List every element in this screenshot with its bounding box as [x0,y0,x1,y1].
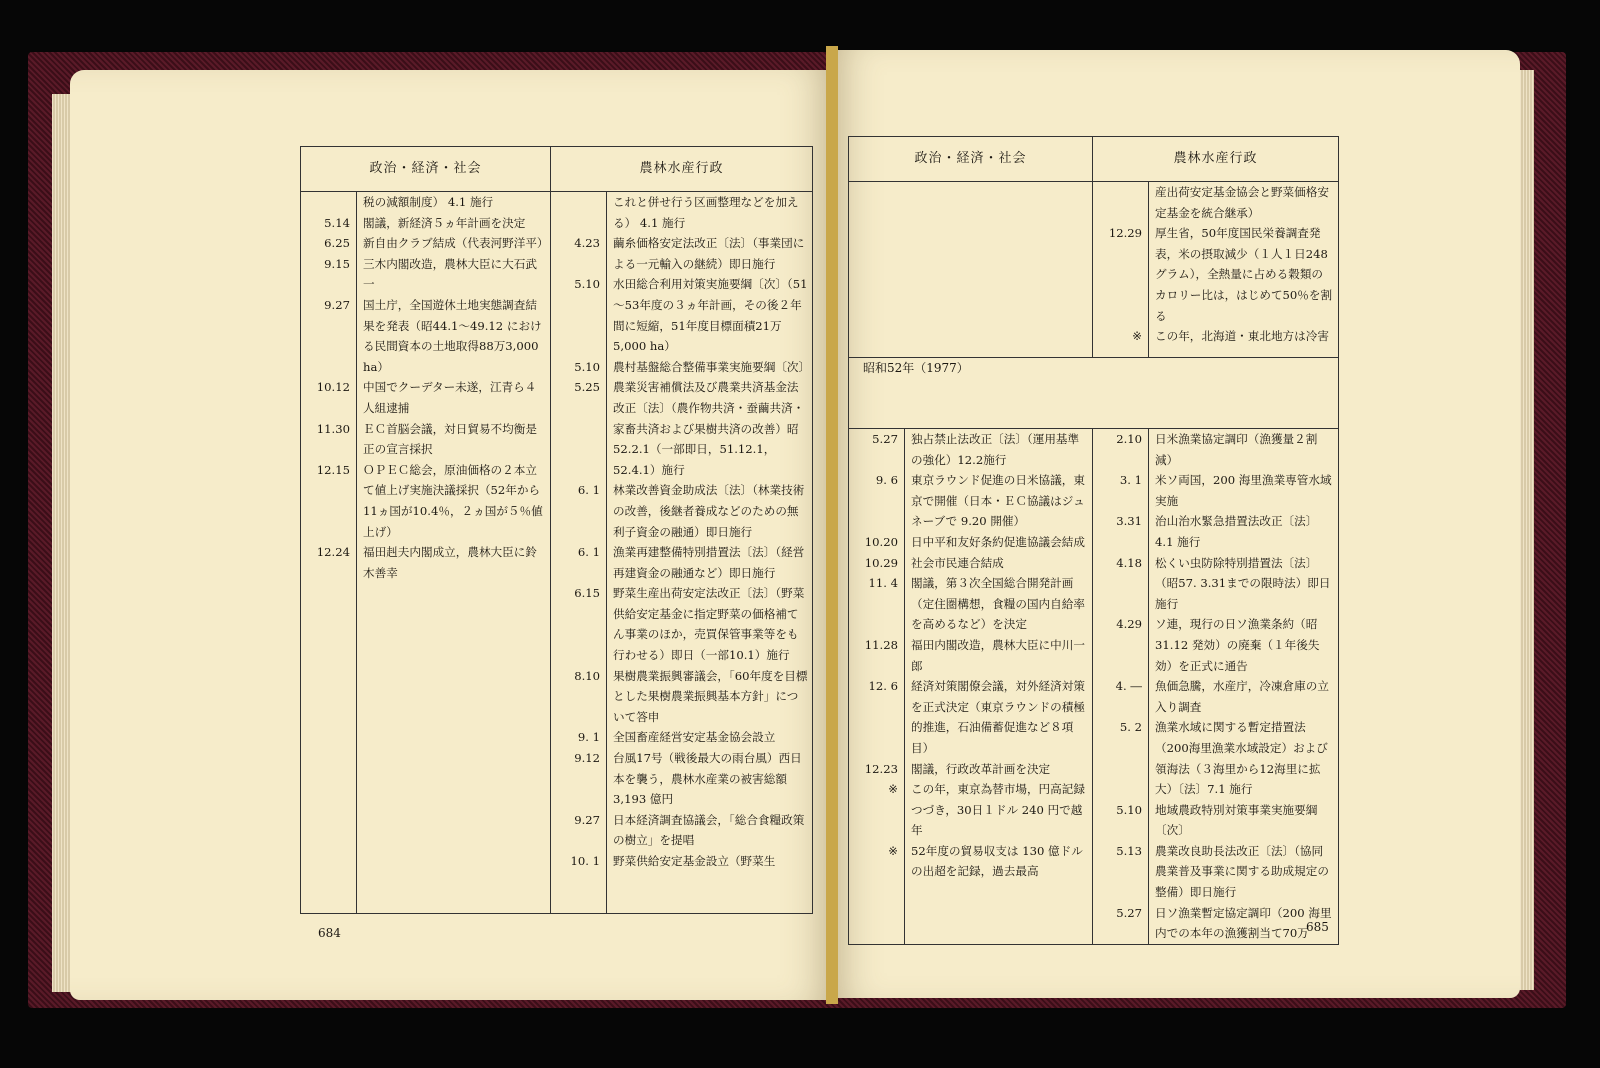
right-admin-entry-text: 日ソ漁業暫定協定調印（200 海里内での本年の漁獲割当て70万 [1155,905,1332,941]
right-politics-entry-text: 独占禁止法改正〔法〕（運用基準の強化）12.2施行 [911,432,1080,467]
right-admin-entry-date: 2.10 [1116,432,1143,446]
left-chronology-table [300,146,813,914]
left-admin-entry-text: 漁業再建整備特別措置法〔法〕（経営再建資金の融通など）即日施行 [613,545,805,580]
admin-column-header-right: 農林水産行政 [1093,137,1339,182]
left-admin-entry-text: 全国畜産経営安定基金協会設立 [613,730,776,745]
left-politics-entry-date: 12.24 [316,545,350,560]
left-admin-entry-text: 野菜供給安定基金設立（野菜生 [613,854,776,868]
right-chronology-table [848,136,1339,945]
left-politics-entry-text: 福田赳夫内閣成立，農林大臣に鈴木善幸 [363,545,537,580]
right-top-politics-empty [849,182,1093,358]
left-politics-entry-date: 12.15 [316,462,350,477]
right-politics-entry-text: 社会市民連合結成 [911,555,1004,570]
right-admin-entry-date: 5. 2 [1119,720,1143,735]
right-admin-entry-date: 3.31 [1116,514,1143,529]
left-admin-entry-text: 水田総合利用対策実施要綱〔次〕（51～53年度の３ヵ年計画，その後２年間に短縮，51年度目標面積21万5,000 ha） [613,277,808,354]
left-admin-entry-text: 果樹農業振興審議会，「60年度を目標とした果樹農業振興基本方針」について答申 [613,668,808,724]
left-politics-entry-date: 9.15 [324,256,350,271]
right-admin-entry-date: 5.10 [1116,802,1143,817]
right-admin-entry-text: 魚価急騰，水産庁，冷凍倉庫の立入り調査 [1155,679,1329,714]
left-admin-entry-date: 4.23 [574,236,601,251]
left-politics-entry-text: 閣議，新経済５ヵ年計画を決定 [363,215,526,230]
left-admin-entry-text: 繭糸価格安定法改正〔法〕（事業団による一元輸入の継続）即日施行 [613,236,805,271]
left-politics-entry-date: 10.12 [316,380,350,395]
left-admin-entry-date: 8.10 [574,668,601,683]
right-admin-entries [1149,429,1339,945]
right-top-admin-entry-text: この年，北海道・東北地方は冷害 [1155,329,1329,344]
book-gutter [826,46,838,1004]
left-admin-entry-date: 6. 1 [577,545,601,560]
admin-column-header: 農林水産行政 [551,147,813,192]
right-politics-entries [905,429,1093,945]
right-politics-entry-text: 日中平和友好条約促進協議会結成 [911,534,1085,549]
right-top-admin-dates [1093,182,1149,358]
left-admin-entry-text: 日本経済調査協議会，「総合食糧政策の樹立」を提唱 [613,812,805,848]
right-top-admin-entry-date [1093,182,1142,223]
right-admin-entry-date: 4. ― [1115,679,1143,694]
right-politics-entry-text: 52年度の貿易収支は 130 億ドルの出超を記録，過去最高 [911,843,1083,879]
left-admin-dates [551,192,607,914]
right-admin-entry-date: 3. 1 [1119,473,1143,488]
right-politics-entry-text: 閣議，行政改革計画を決定 [911,761,1051,776]
left-politics-entry-text: 国土庁，全国遊休土地実態調査結果を発表（昭44.1～49.12 における民間資本の土地取得88万3,000 ha） [363,297,542,374]
right-politics-entry-date: ※ [888,843,898,858]
left-politics-entry-date [301,192,350,213]
politics-column-header: 政治・経済・社会 [301,147,551,192]
right-top-admin-entry-date: ※ [1132,329,1143,344]
right-politics-entry-text: 閣議，第３次全国総合開発計画（定住圏構想，食糧の国内自給率を高めるなど）を決定 [911,576,1085,632]
right-admin-dates [1093,429,1149,945]
page-number-left: 684 [318,926,341,940]
left-admin-entries [607,192,813,914]
right-politics-entry-date: 9. 6 [875,473,898,488]
right-admin-entry-date: 4.29 [1116,617,1143,632]
left-admin-entry-date: 5.10 [574,359,601,374]
year-label: 昭和52年（1977） [849,358,1339,429]
left-admin-entry-text: これと併せ行う区画整理などを加える） 4.1 施行 [613,195,799,230]
left-politics-dates [301,192,357,914]
left-politics-entry-date: 11.30 [316,421,350,436]
left-politics-entry-text: 新自由クラブ結成（代表河野洋平） [363,236,549,251]
left-admin-entry-text: 林業改善資金助成法〔法〕（林業技術の改善，後継者養成などのための無利子資金の融通）即日施行 [613,483,805,539]
left-politics-entry-text: ＯＰＥＣ総会，原油価格の２本立て値上げ実施決議採択（52年から11ヵ国が10.4％，２ヵ国が５％値上げ） [363,462,543,539]
left-politics-entry-text: ＥＣ首脳会議，対日貿易不均衡是正の宣言採択 [363,421,537,457]
right-politics-entry-date: 12. 6 [868,679,898,694]
right-top-admin-entry-text: 産出荷安定基金協会と野菜価格安定基金を統合継承） [1155,185,1329,220]
right-admin-entry-text: 農業改良助長法改正〔法〕（協同農業普及事業に関する助成規定の整備）即日施行 [1155,843,1329,900]
left-politics-entry-text: 三木内閣改造，農林大臣に大石武一 [363,256,537,292]
right-politics-entry-date: 11. 4 [868,576,898,591]
right-admin-entry-text: 漁業水域に関する暫定措置法（200海里漁業水域設定）および領海法（３海里から12海里に拡大）〔法〕7.1 施行 [1155,720,1328,797]
right-admin-entry-date: 5.27 [1116,905,1143,920]
right-politics-entry-date: 10.20 [864,534,898,549]
left-politics-entry-date: 5.14 [324,215,350,230]
left-admin-entry-date: 5.25 [574,380,601,395]
right-admin-entry-date: 5.13 [1116,843,1143,858]
right-top-admin-entry-date: 12.29 [1108,226,1143,241]
right-top-admin-entries [1149,182,1339,358]
left-admin-entry-date: 6.15 [574,586,601,601]
left-admin-entry-date: 6. 1 [577,483,601,498]
right-politics-entry-text: 経済対策閣僚会議，対外経済対策を正式決定（東京ラウンドの積極的推進，石油備蓄促進など８項目） [911,679,1085,755]
politics-column-header-right: 政治・経済・社会 [849,137,1093,182]
right-politics-entry-text: 福田内閣改造，農林大臣に中川一郎 [911,637,1085,673]
left-admin-entry-text: 台風17号（戦後最大の雨台風）西日本を襲う，農林水産業の被害総額3,193 億円 [613,751,802,807]
left-admin-entry-date: 9.27 [574,812,601,827]
right-politics-entry-text: 東京ラウンド促進の日米協議，東京で開催（日本・ＥＣ協議はジュネーブで 9.20 開催） [911,473,1085,529]
right-politics-entry-date: 5.27 [872,432,898,446]
right-admin-entry-text: ソ連，現行の日ソ漁業条約（昭31.12 発効）の廃棄（１年後失効）を正式に通告 [1155,617,1320,673]
right-admin-entry-text: 日米漁業協定調印（漁獲量２割減） [1155,432,1318,467]
right-admin-entry-text: 松くい虫防除特別措置法〔法〕（昭57. 3.31までの限時法）即日施行 [1155,555,1331,611]
right-admin-entry-date: 4.18 [1116,555,1143,570]
left-politics-entry-text: 中国でクーデター未遂，江青ら４人組逮捕 [363,380,537,415]
right-admin-entry-text: 治山治水緊急措置法改正〔法〕 4.1 施行 [1155,514,1318,549]
right-admin-entry-text: 米ソ両国，200 海里漁業専管水域実施 [1155,473,1332,508]
left-admin-entry-text: 農村基盤総合整備事業実施要綱〔次〕 [613,359,811,374]
right-politics-entry-date: ※ [888,782,898,797]
left-admin-entry-text: 農業災害補償法及び農業共済基金法改正〔法〕（農作物共済・蚕繭共済・家畜共済および果樹共済の改善）昭52.2.1（一部即日，51.12.1，52.4.1）施行 [613,380,805,477]
left-politics-entry-date: 6.25 [324,236,350,251]
left-admin-entry-date: 9.12 [574,751,601,766]
right-admin-entry-text: 地域農政特別対策事業実施要綱〔次〕 [1155,802,1318,838]
left-politics-entry-date: 9.27 [324,297,350,312]
left-admin-entry-date: 9. 1 [577,730,601,745]
left-admin-entry-date: 10. 1 [570,854,601,868]
right-politics-dates [849,429,905,945]
right-politics-entry-date: 11.28 [864,637,898,652]
left-admin-entry-date: 5.10 [574,277,601,292]
right-politics-entry-date: 10.29 [864,555,898,570]
page-number-right: 685 [1306,920,1329,934]
right-top-admin-entry-text: 厚生省，50年度国民栄養調査発表，米の摂取減少（１人１日248グラム），全熱量に占める穀類のカロリー比は，はじめて50％を割る [1155,226,1333,323]
left-admin-entry-text: 野菜生産出荷安定法改正〔法〕（野菜供給安定基金に指定野菜の価格補てん事業のほか，売買保管事業等をも行わせる）即日（一部10.1）施行 [613,586,805,663]
right-politics-entry-date: 12.23 [864,761,898,776]
right-politics-entry-text: この年，東京為替市場，円高記録つづき，30日１ドル 240 円で越年 [911,782,1085,838]
left-admin-entry-date [551,192,600,233]
left-politics-entry-text: 税の減額制度） 4.1 施行 [363,195,494,209]
left-politics-entries [357,192,551,914]
